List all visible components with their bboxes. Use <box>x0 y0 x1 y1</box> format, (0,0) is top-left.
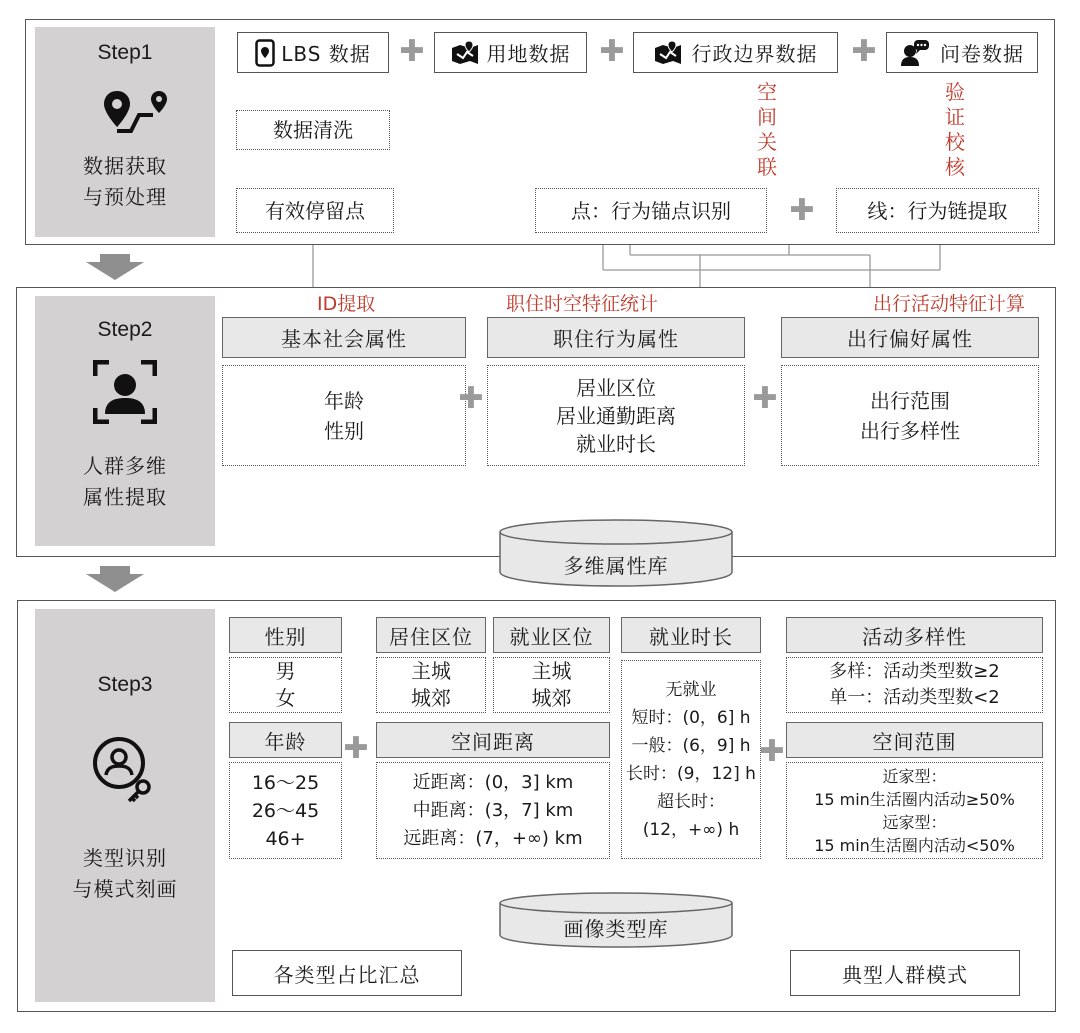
work-loc-header-label: 就业区位 <box>509 624 594 649</box>
work-loc-header <box>493 617 610 653</box>
plus-icon: ✚ <box>851 34 877 69</box>
work-time-item: 超长时： <box>657 791 725 812</box>
work-time-item: 短时：(0，6] h <box>631 707 751 728</box>
work-time-header-label: 就业时长 <box>649 624 733 649</box>
gender-header <box>229 617 342 653</box>
summary-label: 各类型占比汇总 <box>273 962 421 987</box>
down-arrow-step1-2 <box>86 254 144 280</box>
step2-label: Step2 <box>97 318 153 341</box>
travel-attr-item: 出行多样性 <box>860 418 960 443</box>
jobhome-attr-header-label: 职住行为属性 <box>553 327 679 351</box>
step1-title-2: 与预处理 <box>83 185 167 209</box>
home-loc-box <box>376 657 486 713</box>
age-box <box>229 762 342 859</box>
basic-attr-header-label: 基本社会属性 <box>281 327 407 351</box>
work-loc-box <box>493 657 610 713</box>
range-item: 近家型： <box>882 766 947 786</box>
gender-item: 女 <box>275 686 296 710</box>
travel-attr-header <box>781 317 1039 358</box>
landuse-data-box <box>434 32 587 73</box>
job-home-stats-label: 职住时空特征统计 <box>506 293 659 315</box>
distance-header-label: 空间距离 <box>451 729 535 754</box>
plus-icon: ✚ <box>458 381 484 416</box>
type-db-label: 画像类型库 <box>563 917 669 941</box>
plus-icon: ✚ <box>399 34 425 69</box>
home-loc-item: 城郊 <box>411 686 451 710</box>
home-loc-item: 主城 <box>411 659 451 683</box>
age-item: 26～45 <box>251 799 320 822</box>
plus-icon: ✚ <box>789 193 815 228</box>
face-scan-icon <box>93 360 157 424</box>
jobhome-attr-item: 居业区位 <box>576 375 656 400</box>
work-time-item: 一般：(6，9] h <box>631 735 751 756</box>
lbs-data-box <box>237 32 389 73</box>
step1-label: Step1 <box>97 41 153 64</box>
travel-calc-label: 出行活动特征计算 <box>873 293 1026 315</box>
map-icon <box>654 40 682 66</box>
landuse-data-label: 用地数据 <box>486 42 571 66</box>
diversity-item: 单一：活动类型数<2 <box>829 687 1000 708</box>
age-item: 46+ <box>265 827 306 850</box>
down-arrow-step2-3 <box>86 566 144 592</box>
distance-item: 近距离：(0，3] km <box>412 771 574 793</box>
jobhome-attr-box <box>487 365 745 466</box>
basic-attr-item: 性别 <box>324 418 364 443</box>
plus-icon: ✚ <box>759 734 785 769</box>
distance-header <box>376 722 610 758</box>
lbs-data-label: LBS 数据 <box>281 42 371 66</box>
diversity-header <box>786 617 1043 653</box>
step2-title-1: 人群多维 <box>83 454 167 478</box>
work-time-header <box>621 617 761 653</box>
basic-attr-header <box>222 317 466 358</box>
patterns-box <box>790 950 1020 996</box>
distance-box <box>376 762 610 859</box>
jobhome-attr-header <box>487 317 745 358</box>
boundary-data-box <box>633 32 838 73</box>
work-time-item: 无就业 <box>665 679 717 700</box>
plus-icon: ✚ <box>599 34 625 69</box>
plus-icon: ✚ <box>752 381 778 416</box>
work-loc-item: 城郊 <box>531 686 572 710</box>
chain-label: 线：行为链提取 <box>867 198 1008 223</box>
spatial-join-label: 空间关联 <box>757 80 777 179</box>
range-header <box>786 722 1043 758</box>
validation-label: 验证校核 <box>945 80 965 179</box>
age-item: 16～25 <box>251 771 320 794</box>
phone-location-icon <box>255 39 275 67</box>
distance-item: 远距离：(7，+∞) km <box>403 827 583 849</box>
range-item: 远家型： <box>882 812 947 832</box>
basic-attr-box <box>222 365 466 466</box>
age-header-label: 年龄 <box>264 729 307 754</box>
diversity-item: 多样：活动类型数≥2 <box>829 661 1000 682</box>
plus-icon: ✚ <box>343 731 369 766</box>
diversity-header-label: 活动多样性 <box>862 624 967 649</box>
chain-box <box>836 188 1039 233</box>
diversity-box <box>786 657 1043 713</box>
survey-data-label: 问卷数据 <box>940 42 1024 66</box>
id-extract-label: ID提取 <box>317 293 376 315</box>
user-key-icon <box>89 733 161 805</box>
home-loc-header <box>376 617 486 653</box>
home-loc-header-label: 居住区位 <box>389 624 473 649</box>
step3-title-2: 与模式刻画 <box>72 877 178 901</box>
person-chat-icon <box>900 39 930 67</box>
step1-title-1: 数据获取 <box>83 154 167 178</box>
data-cleaning-label: 数据清洗 <box>273 118 353 142</box>
range-item: 15 min生活圈内活动<50% <box>814 835 1015 855</box>
travel-attr-item: 出行范围 <box>870 388 950 413</box>
work-time-box <box>621 660 761 859</box>
step2-tile <box>35 296 215 546</box>
data-cleaning-box <box>236 110 390 150</box>
travel-attr-header-label: 出行偏好属性 <box>847 327 973 351</box>
gender-box <box>229 657 342 713</box>
step3-title-1: 类型识别 <box>83 846 167 870</box>
jobhome-attr-item: 就业时长 <box>576 431 656 456</box>
gender-item: 男 <box>275 659 296 683</box>
step3-tile <box>35 609 215 1002</box>
survey-data-box <box>886 32 1038 73</box>
map-icon <box>451 40 479 66</box>
jobhome-attr-item: 居业通勤距离 <box>556 403 676 428</box>
step1-tile <box>35 27 215 237</box>
work-time-item: (12，+∞) h <box>642 819 740 840</box>
anchor-label: 点：行为锚点识别 <box>571 198 731 223</box>
valid-stays-box <box>236 188 394 233</box>
anchor-box <box>535 188 767 233</box>
valid-stays-label: 有效停留点 <box>265 198 365 223</box>
boundary-data-label: 行政边界数据 <box>691 42 818 66</box>
summary-box <box>232 950 462 996</box>
range-header-label: 空间范围 <box>872 729 957 754</box>
step2-title-2: 属性提取 <box>83 485 167 509</box>
step3-label: Step3 <box>97 673 153 696</box>
gender-header-label: 性别 <box>264 624 307 649</box>
work-time-item: 长时：(9，12] h <box>626 763 756 784</box>
range-box <box>786 762 1043 859</box>
travel-attr-box <box>781 365 1039 466</box>
patterns-label: 典型人群模式 <box>842 962 968 987</box>
attribute-db-label: 多维属性库 <box>563 554 669 578</box>
basic-attr-item: 年龄 <box>324 388 364 413</box>
work-loc-item: 主城 <box>531 659 572 683</box>
range-item: 15 min生活圈内活动≥50% <box>814 789 1015 809</box>
age-header <box>229 722 342 758</box>
route-pin-icon <box>101 85 171 155</box>
distance-item: 中距离：(3，7] km <box>412 799 574 821</box>
